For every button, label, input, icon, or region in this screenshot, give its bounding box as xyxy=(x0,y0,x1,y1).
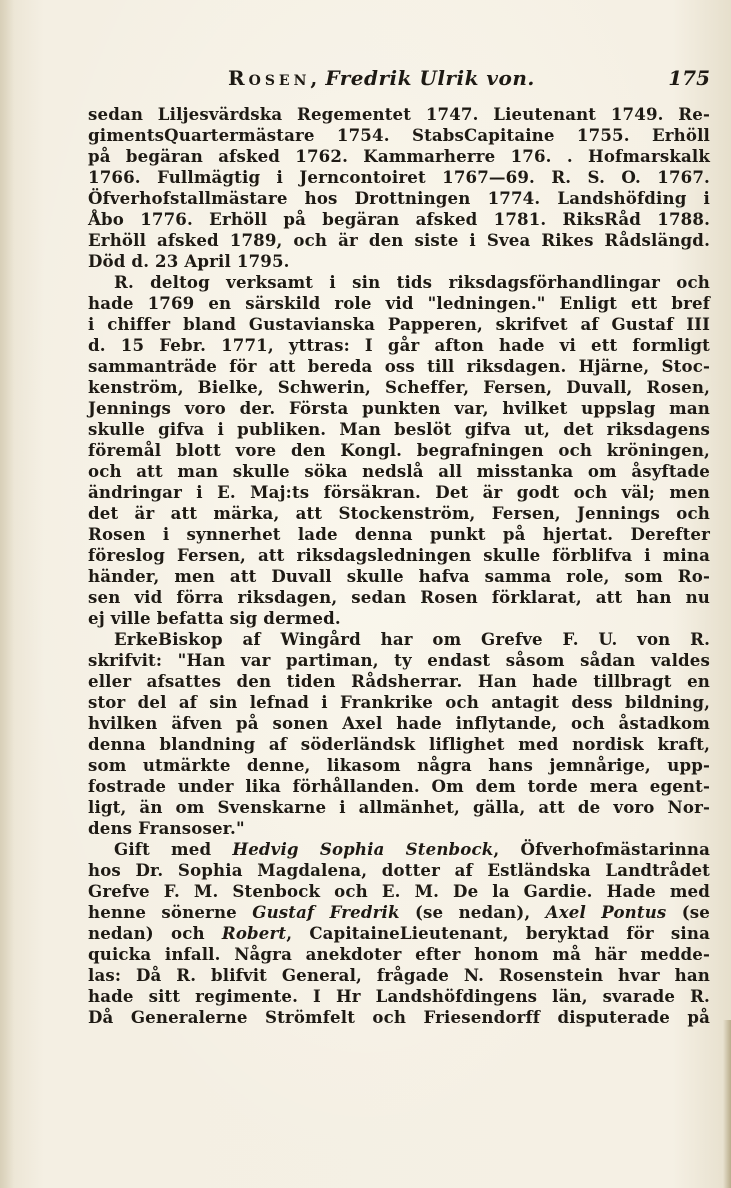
text-line: R. deltog verksamt i sin tids riksdagsförhandlingar och xyxy=(114,272,710,292)
text-line: las: Då R. blifvit General, frågade N. Rosenstein hvar han xyxy=(88,965,710,985)
text-line: gimentsQuartermästare 1754. StabsCapitaine 1755. Erhöll xyxy=(88,125,710,145)
running-head-title xyxy=(228,66,535,90)
text-line: nedan) och Robert, CapitaineLieutenant, beryktad för sina xyxy=(88,923,710,943)
text-line: skrifvit: "Han var partiman, ty endast såsom sådan valdes xyxy=(88,650,710,670)
text-line: sammanträde för att bereda oss till riksdagen. Hjärne, Stoc- xyxy=(88,356,710,376)
text-line: 1766. Fullmägtig i Jerncontoiret 1767—69. R. S. O. 1767. xyxy=(88,167,710,187)
text-line: det är att märka, att Stockenström, Fersen, Jennings och xyxy=(88,503,710,523)
text-line: Åbo 1776. Erhöll på begäran afsked 1781. RiksRåd 1788. xyxy=(88,209,710,229)
italic-name: Hedvig Sophia Stenbock xyxy=(232,839,494,859)
text-line: ej ville befatta sig dermed. xyxy=(88,608,341,628)
text-line: hos Dr. Sophia Magdalena, dotter af Estländska Landtrådet xyxy=(88,860,710,880)
running-header xyxy=(88,66,710,96)
text-line: denna blandning af söderländsk liflighet med nordisk kraft, xyxy=(88,734,710,754)
text-line: eller afsattes den tiden Rådsherrar. Han hade tillbragt en xyxy=(88,671,710,691)
italic-name: Gustaf Fredrik xyxy=(252,902,400,922)
text-line: händer, men att Duvall skulle hafva samma role, som Ro- xyxy=(88,566,710,586)
text-line: quicka infall. Några anekdoter efter honom må här medde- xyxy=(88,944,710,964)
text-line: Grefve F. M. Stenbock och E. M. De la Gardie. Hade med xyxy=(88,881,710,901)
text-line: Då Generalerne Strömfelt och Friesendorff disputerade på xyxy=(88,1007,710,1027)
text-line: hade sitt regimente. I Hr Landshöfdingens län, svarade R. xyxy=(88,986,710,1006)
running-head-separator: , xyxy=(310,66,326,90)
text-line: Gift med Hedvig Sophia Stenbock, Öfverhofmästarinna xyxy=(114,839,710,859)
text-line: kenström, Bielke, Schwerin, Scheffer, Fersen, Duvall, Rosen, xyxy=(88,377,710,397)
text-line: d. 15 Febr. 1771, yttras: I går afton hade vi ett formligt xyxy=(88,335,710,355)
text-line: ErkeBiskop af Wingård har om Grefve F. U. von R. xyxy=(114,629,710,649)
text-line: Jennings voro der. Första punkten var, hvilket uppslag man xyxy=(88,398,710,418)
text-line: sen vid förra riksdagen, sedan Rosen förklarat, att han nu xyxy=(88,587,710,607)
text-line: föremål blott vore den Kongl. begrafningen och kröningen, xyxy=(88,440,710,460)
page-number: 175 xyxy=(668,66,710,90)
text-line: henne sönerne Gustaf Fredrik (se nedan), Axel Pontus (se xyxy=(88,902,710,922)
text-line: skulle gifva i publiken. Man beslöt gifva ut, det riksdagens xyxy=(88,419,710,439)
text-line: Öfverhofstallmästare hos Drottningen 1774. Landshöfding i xyxy=(88,188,710,208)
text-line: som utmärkte denne, likasom några hans jemnårige, upp- xyxy=(88,755,710,775)
text-line: hade 1769 en särskild role vid "ledningen." Enligt ett bref xyxy=(88,293,710,313)
text-line: hvilken äfven på sonen Axel hade inflytande, och åstadkom xyxy=(88,713,710,733)
text-line: och att man skulle söka nedslå all misstanka om åsyftade xyxy=(88,461,710,481)
text-line: Död d. 23 April 1795. xyxy=(88,251,290,271)
text-line: dens Fransoser." xyxy=(88,818,245,838)
running-head-surname: Rosen xyxy=(228,66,311,90)
text-line: i chiffer bland Gustavianska Papperen, skrifvet af Gustaf III xyxy=(88,314,710,334)
text-line: stor del af sin lefnad i Frankrike och antagit dess bildning, xyxy=(88,692,710,712)
text-line: fostrade under lika förhållanden. Om dem torde mera egent- xyxy=(88,776,710,796)
page-edge-shadow xyxy=(0,0,14,1188)
running-head-given-names: Fredrik Ulrik von. xyxy=(325,66,535,90)
text-line: Erhöll afsked 1789, och är den siste i Svea Rikes Rådslängd. xyxy=(88,230,710,250)
italic-name: Robert xyxy=(221,923,287,943)
text-line: sedan Liljesvärdska Regementet 1747. Lieutenant 1749. Re- xyxy=(88,104,710,124)
text-line: ändringar i E. Maj:ts försäkran. Det är godt och väl; men xyxy=(88,482,710,502)
body-text xyxy=(88,104,710,1028)
text-line: Rosen i synnerhet lade denna punkt på hjertat. Derefter xyxy=(88,524,710,544)
text-line: på begäran afsked 1762. Kammarherre 176. . Hofmarskalk xyxy=(88,146,710,166)
page-edge-shadow-right xyxy=(723,1020,731,1188)
italic-name: Axel Pontus xyxy=(545,902,667,922)
text-line: föreslog Fersen, att riksdagsledningen skulle förblifva i mina xyxy=(88,545,710,565)
text-line: ligt, än om Svenskarne i allmänhet, gälla, att de voro Nor- xyxy=(88,797,710,817)
